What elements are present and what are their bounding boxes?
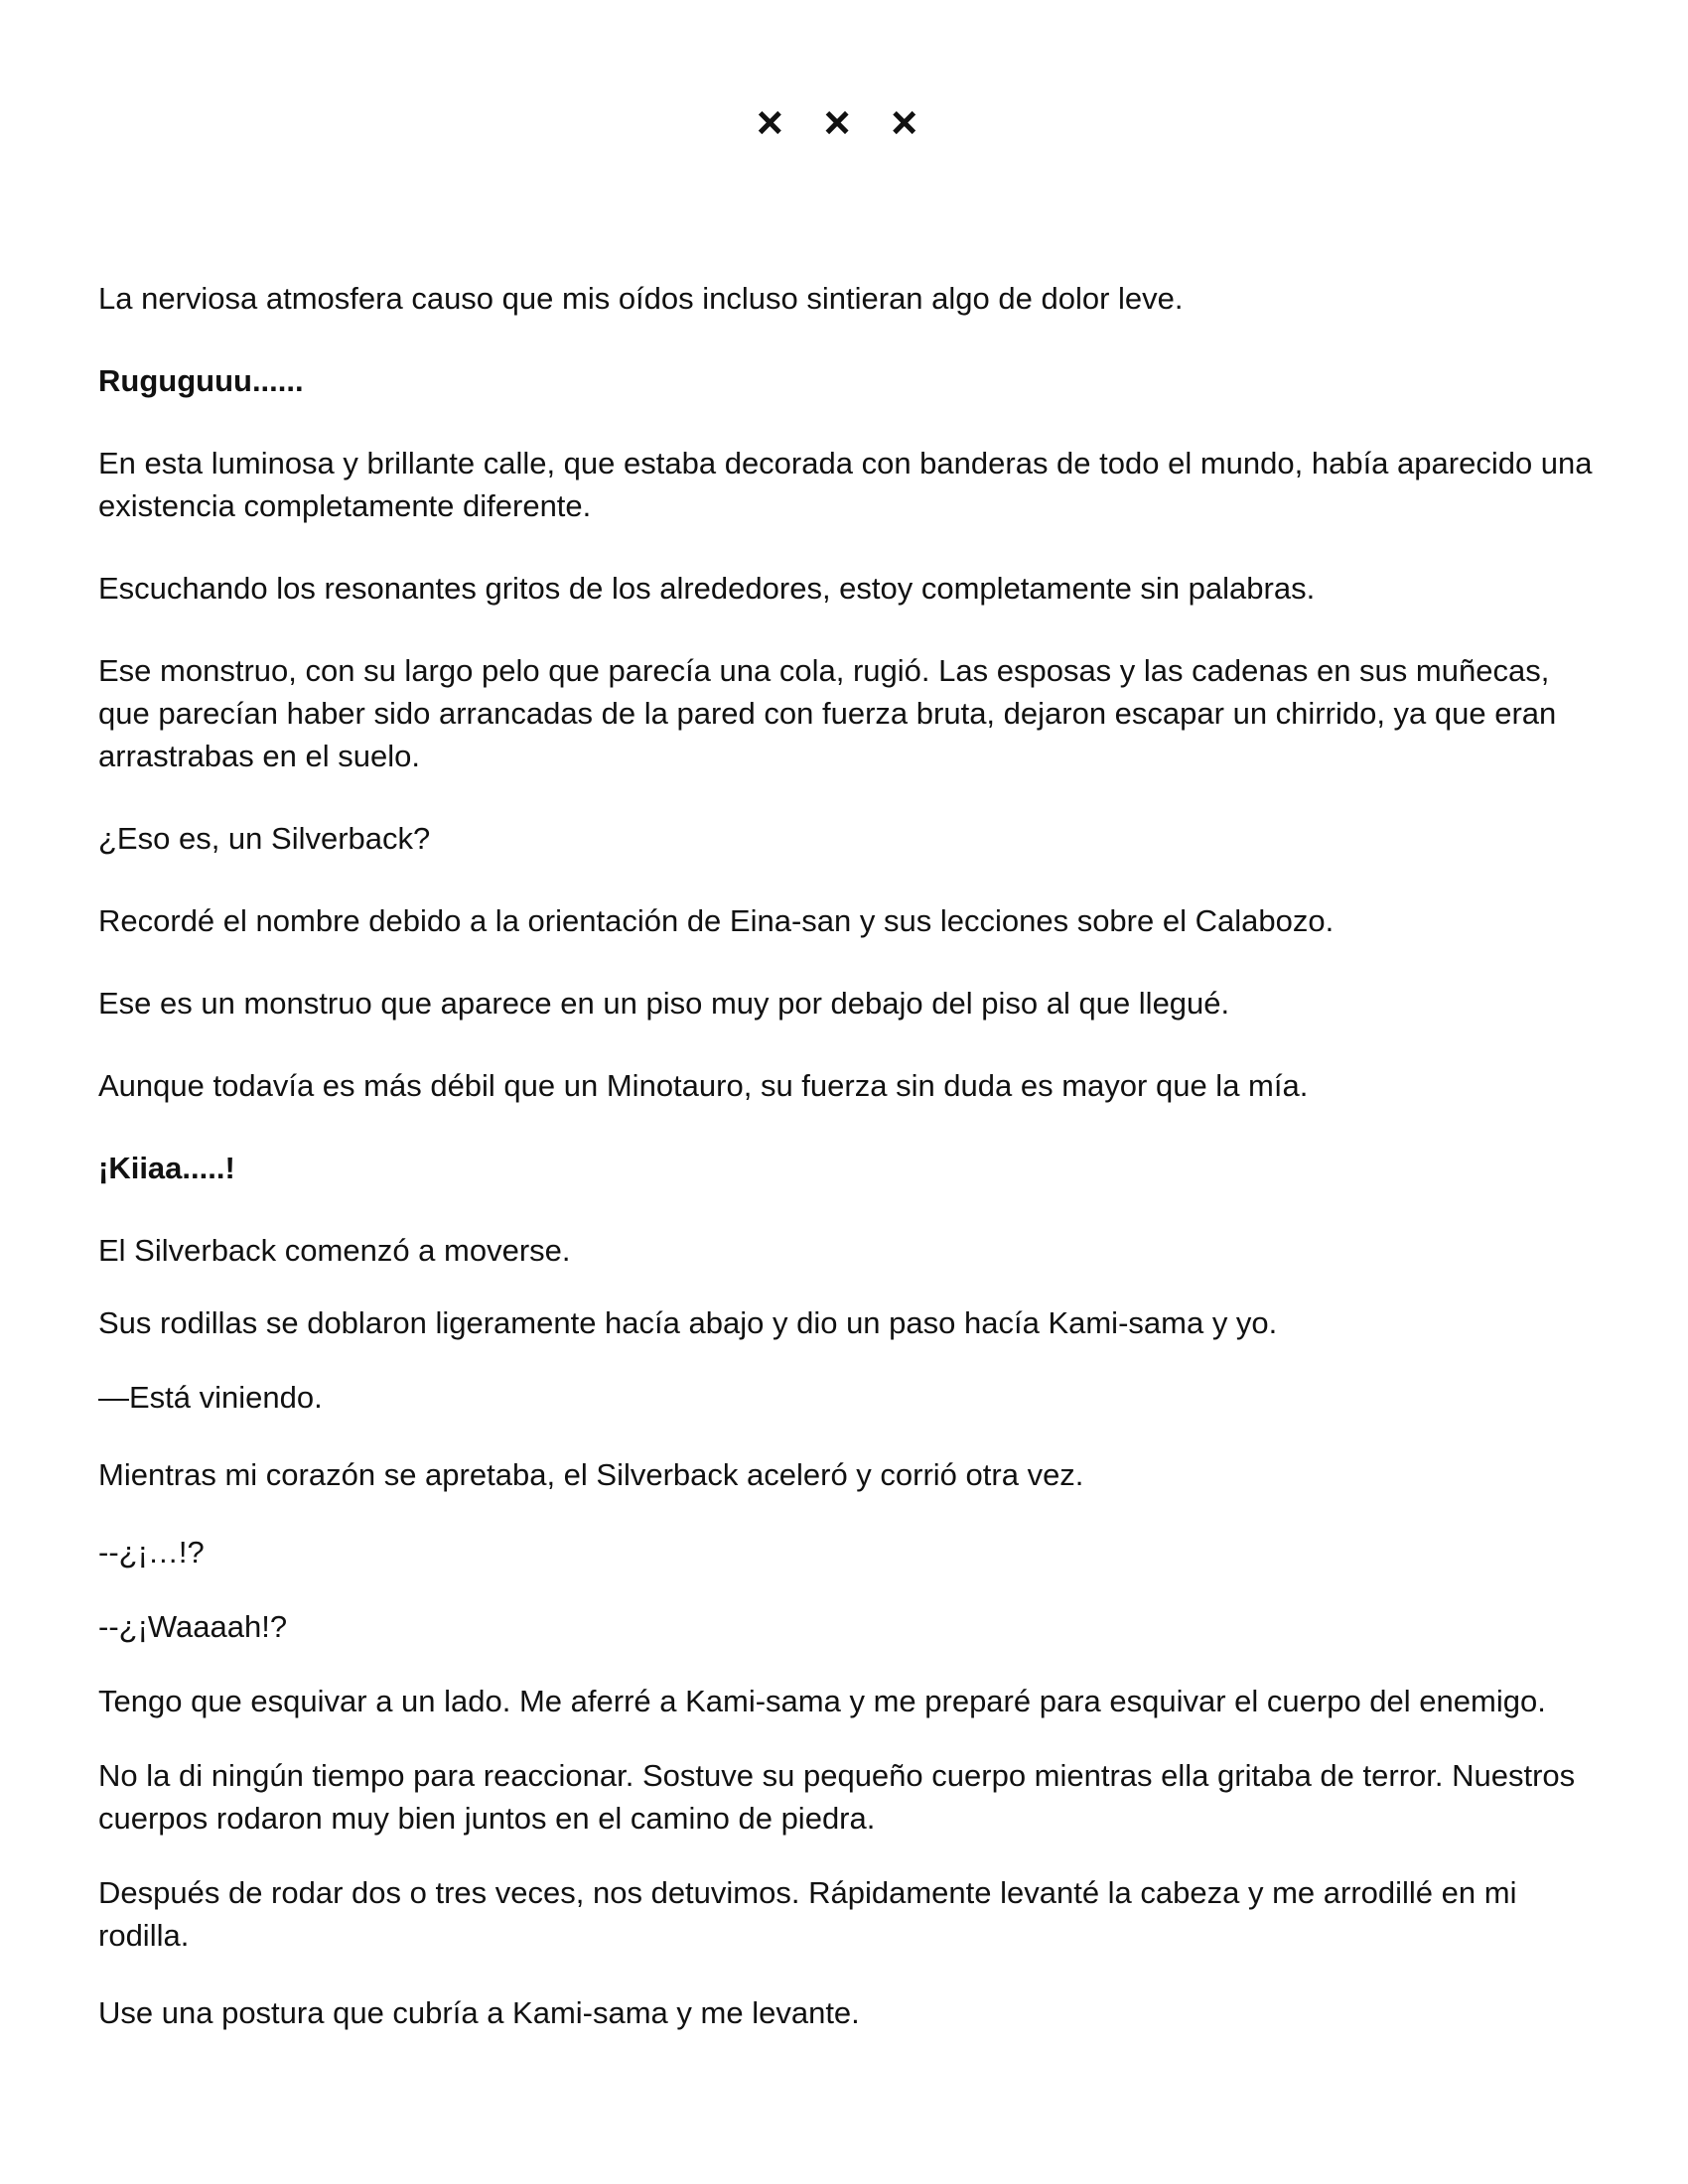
- paragraph: Mientras mi corazón se apretaba, el Silverback aceleró y corrió otra vez.: [98, 1457, 1084, 1492]
- paragraph: Ese es un monstruo que aparece en un piso muy por debajo del piso al que llegué.: [98, 986, 1230, 1021]
- paragraph: Tengo que esquivar a un lado. Me aferré a Kami-sama y me preparé para esquivar el cuerpo del enemigo.: [98, 1684, 1546, 1718]
- paragraph: No la di ningún tiempo para reaccionar. Sostuve su pequeño cuerpo mientras ella gritaba de terror. Nuestros cuerpos rodaron muy bien juntos en el camino de piedra.: [98, 1758, 1576, 1836]
- scene-separator: × × ×: [756, 96, 932, 148]
- dialogue-paragraph: --¿¡…!?: [98, 1535, 205, 1570]
- paragraph: Escuchando los resonantes gritos de los alrededores, estoy completamente sin palabras.: [98, 571, 1316, 606]
- dialogue-paragraph: --¿¡Waaaah!?: [98, 1609, 288, 1644]
- paragraph: Sus rodillas se doblaron ligeramente hacía abajo y dio un paso hacía Kami-sama y yo.: [98, 1305, 1278, 1340]
- paragraph: Aunque todavía es más débil que un Minotauro, su fuerza sin duda es mayor que la mía.: [98, 1068, 1309, 1103]
- dialogue-paragraph: —Está viniendo.: [98, 1380, 323, 1415]
- paragraph: En esta luminosa y brillante calle, que estaba decorada con banderas de todo el mundo, había aparecido una existencia completamente diferente.: [98, 446, 1593, 523]
- paragraph: El Silverback comenzó a moverse.: [98, 1233, 571, 1268]
- paragraph: Después de rodar dos o tres veces, nos detuvimos. Rápidamente levanté la cabeza y me arrodillé en mi rodilla.: [98, 1875, 1517, 1953]
- sound-effect-paragraph: Ruguguuu......: [98, 363, 304, 398]
- paragraph: Recordé el nombre debido a la orientación de Eina-san y sus lecciones sobre el Calabozo.: [98, 903, 1335, 938]
- sound-effect-paragraph: ¡Kiiaa.....!: [98, 1151, 235, 1185]
- document-body: [98, 277, 1598, 2034]
- paragraph: Use una postura que cubría a Kami-sama y me levante.: [98, 1995, 860, 2030]
- paragraph: ¿Eso es, un Silverback?: [98, 821, 431, 856]
- paragraph: La nerviosa atmosfera causo que mis oídos incluso sintieran algo de dolor leve.: [98, 281, 1184, 316]
- paragraph: Ese monstruo, con su largo pelo que parecía una cola, rugió. Las esposas y las cadenas en sus muñecas, que parecían haber sido arrancadas de la pared con fuerza bruta, dejaron escapar un chirrido, ya que eran arrastrabas en el suelo.: [98, 653, 1557, 773]
